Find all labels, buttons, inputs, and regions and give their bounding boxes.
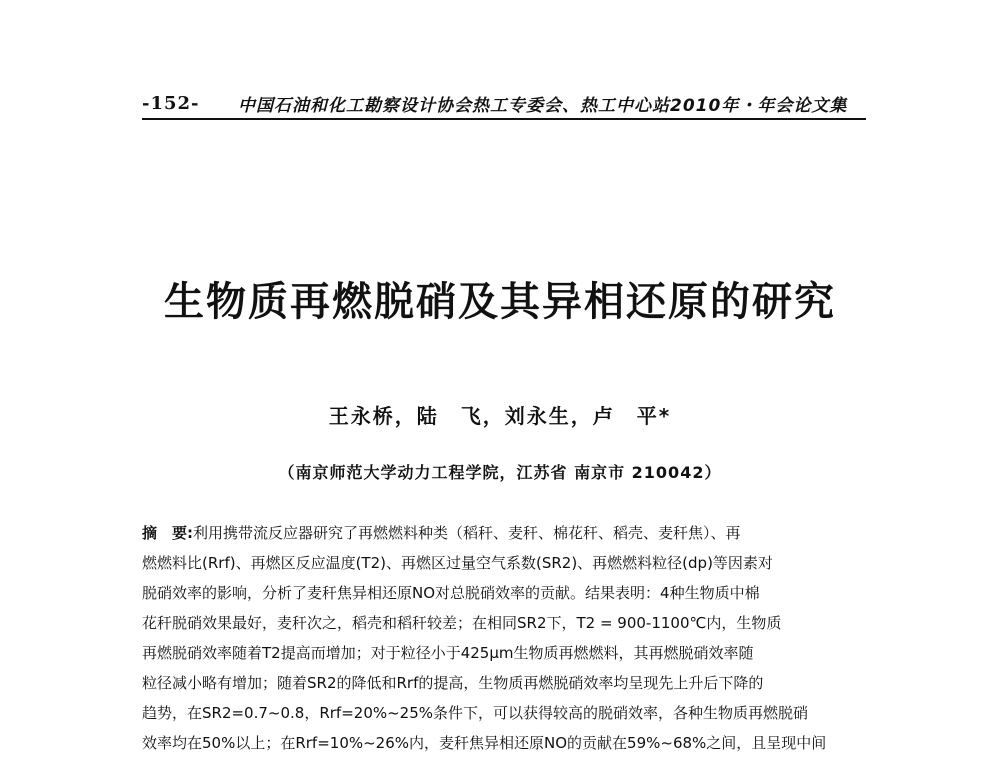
page-number: -152-	[142, 92, 200, 114]
abstract-text: 利用携带流反应器研究了再燃燃料种类（稻秆、麦秆、棉花秆、稻壳、麦秆焦）、再	[193, 524, 741, 542]
abstract-line: 趋势，在SR2=0.7~0.8，Rrf=20%~25%条件下，可以获得较高的脱硝效率，各种生物质再燃脱硝	[142, 704, 809, 722]
affiliation: （南京师范大学动力工程学院，江苏省 南京市 210042）	[278, 463, 722, 482]
paper-title: 生物质再燃脱硝及其异相还原的研究	[164, 279, 836, 325]
abstract-line: 脱硝效率的影响，分析了麦秆焦异相还原NO对总脱硝效率的贡献。结果表明：4种生物质中棉	[142, 584, 760, 602]
abstract-line: 花秆脱硝效果最好，麦秆次之，稻壳和稻秆较差；在相同SR2下，T2 = 900-1100℃内，生物质	[142, 614, 782, 632]
abstract-line: 燃燃料比(Rrf)、再燃区反应温度(T2)、再燃区过量空气系数(SR2)、再燃燃料粒径(dp)等因素对	[142, 554, 773, 572]
authors: 王永桥，陆 飞，刘永生，卢 平*	[328, 404, 672, 428]
abstract-label: 摘 要:	[142, 524, 193, 542]
abstract-line: 粒径减小略有增加；随着SR2的降低和Rrf的提高，生物质再燃脱硝效率均呈现先上升后下降的	[142, 674, 764, 692]
journal-title: 中国石油和化工勘察设计协会热工专委会、热工中心站2010年・年会论文集	[238, 95, 848, 116]
abstract-line: 再燃脱硝效率随着T2提高而增加；对于粒径小于425μm生物质再燃燃料，其再燃脱硝效率随	[142, 644, 754, 662]
page-header	[142, 88, 866, 120]
abstract-line	[142, 518, 866, 548]
abstract-line: 效率均在50%以上；在Rrf=10%~26%内，麦秆焦异相还原NO的贡献在59%~68%之间，且呈现中间	[142, 734, 827, 752]
abstract	[142, 518, 866, 758]
